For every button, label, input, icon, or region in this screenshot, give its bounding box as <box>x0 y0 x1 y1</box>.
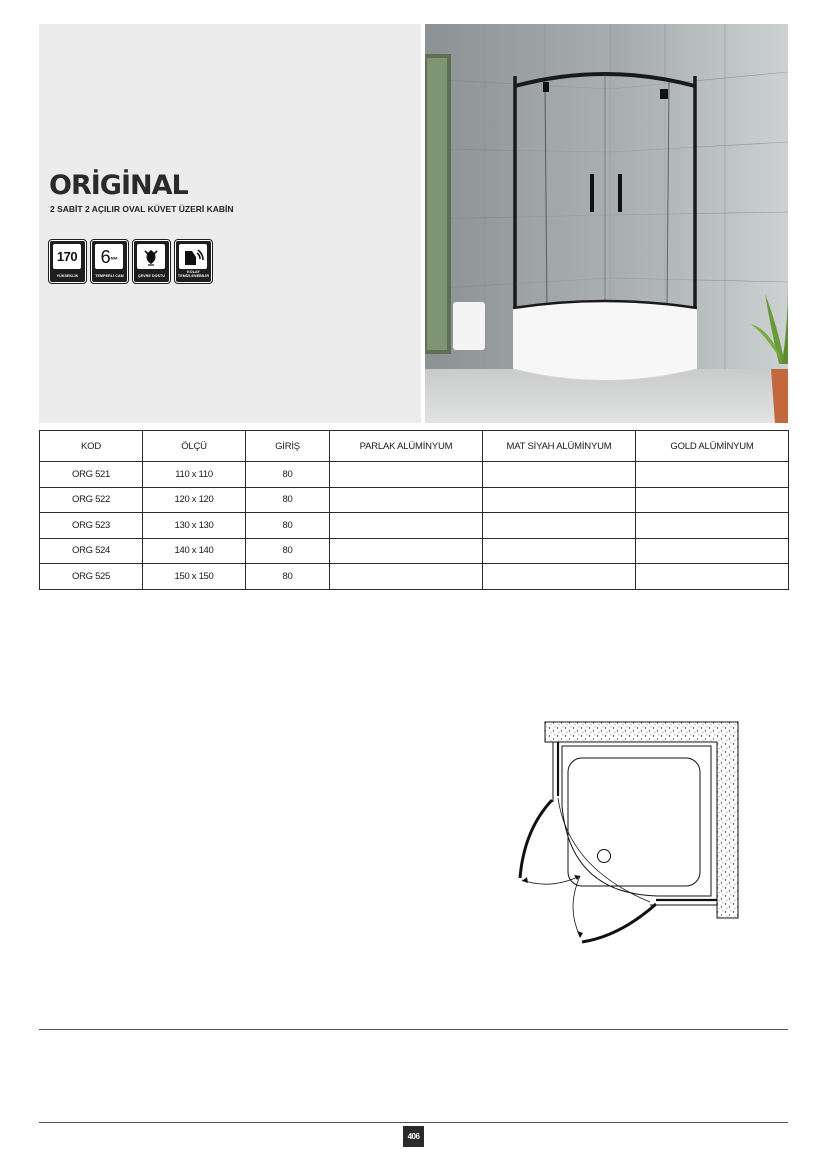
cell-polished <box>330 538 483 564</box>
height-value: 170 <box>56 249 78 264</box>
table-row <box>40 462 789 488</box>
cell-entry: 80 <box>246 462 330 488</box>
cell-code: ORG 522 <box>40 487 143 513</box>
product-subtitle: 2 SABİT 2 AÇILIR OVAL KÜVET ÜZERİ KABİN <box>50 204 234 214</box>
cell-code: ORG 524 <box>40 538 143 564</box>
feature-badges <box>49 240 212 283</box>
cell-gold <box>636 538 789 564</box>
header-polished-aluminium: PARLAK ALÜMİNYUM <box>330 431 483 462</box>
cell-size: 130 x 130 <box>143 513 246 539</box>
top-view-plan-diagram <box>500 718 745 958</box>
hero-info-panel <box>39 24 421 423</box>
cell-size: 110 x 110 <box>143 462 246 488</box>
cell-gold <box>636 564 789 590</box>
bottom-divider <box>39 1029 788 1030</box>
cell-gold <box>636 487 789 513</box>
product-photo <box>425 24 788 423</box>
badge-caption: TEMPERLİ CAM <box>95 274 124 278</box>
header-size: ÖLÇÜ <box>143 431 246 462</box>
page-number: 406 <box>403 1126 424 1147</box>
table-header-row <box>40 431 789 462</box>
header-gold-aluminium: GOLD ALÜMİNYUM <box>636 431 789 462</box>
cell-code: ORG 521 <box>40 462 143 488</box>
cell-gold <box>636 513 789 539</box>
height-badge-icon <box>49 240 86 283</box>
cell-code: ORG 523 <box>40 513 143 539</box>
cell-code: ORG 525 <box>40 564 143 590</box>
cell-matte-black <box>483 513 636 539</box>
cell-matte-black <box>483 462 636 488</box>
cell-size: 120 x 120 <box>143 487 246 513</box>
badge-caption: KOLAY TEMİZLENEBİLİR <box>177 270 210 278</box>
cell-size: 150 x 150 <box>143 564 246 590</box>
table-row <box>40 538 789 564</box>
cell-matte-black <box>483 538 636 564</box>
badge-caption: ÇEVRE DOSTU <box>137 274 166 278</box>
glass-thickness-badge-icon <box>91 240 128 283</box>
header-matte-black-aluminium: MAT SİYAH ALÜMİNYUM <box>483 431 636 462</box>
header-code: KOD <box>40 431 143 462</box>
cell-matte-black <box>483 487 636 513</box>
table-row <box>40 564 789 590</box>
cell-matte-black <box>483 564 636 590</box>
cell-polished <box>330 462 483 488</box>
glass-thickness-value: 6MM <box>100 246 118 267</box>
cell-polished <box>330 487 483 513</box>
cell-size: 140 x 140 <box>143 538 246 564</box>
cell-entry: 80 <box>246 487 330 513</box>
badge-caption: YÜKSEKLİK <box>56 274 79 278</box>
easy-clean-icon <box>175 240 212 283</box>
header-entry: GİRİŞ <box>246 431 330 462</box>
cell-entry: 80 <box>246 564 330 590</box>
cell-gold <box>636 462 789 488</box>
table-row <box>40 487 789 513</box>
cell-entry: 80 <box>246 513 330 539</box>
cell-polished <box>330 564 483 590</box>
cell-polished <box>330 513 483 539</box>
footer-divider <box>39 1122 788 1123</box>
product-title: ORİGİNAL <box>49 170 188 201</box>
table-row <box>40 513 789 539</box>
eco-leaf-icon <box>133 240 170 283</box>
cell-entry: 80 <box>246 538 330 564</box>
product-spec-table <box>39 430 789 590</box>
